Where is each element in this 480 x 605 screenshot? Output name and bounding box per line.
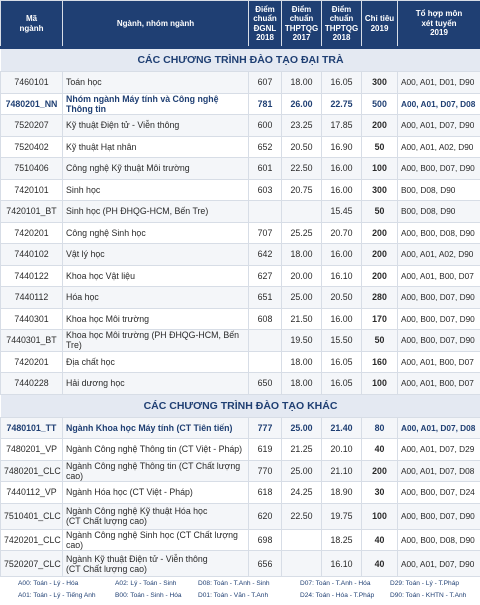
cell-quota: 300 [362,179,398,201]
cell-thpt-2017: 18.00 [282,373,322,395]
table-body [1,48,480,577]
header-thpt-2017: Điểm chuẩn THPTQG 2017 [282,1,322,48]
header-quota: Chỉ tiêu 2019 [362,1,398,48]
cell-dgnl: 620 [249,503,282,529]
cell-thpt-2018: 16.05 [322,351,362,373]
cell-thpt-2017 [282,201,322,223]
cell-thpt-2017: 18.00 [282,72,322,94]
cell-thpt-2017: 20.00 [282,265,322,287]
cell-thpt-2018: 20.10 [322,439,362,461]
cell-code: 7460101 [1,72,63,94]
table-row [1,460,480,482]
section-title: CÁC CHƯƠNG TRÌNH ĐÀO TẠO KHÁC [1,394,480,417]
cell-thpt-2017: 23.25 [282,115,322,137]
cell-combo: A00, A01, A02, D90 [398,244,480,266]
cell-code: 7440112_VP [1,482,63,504]
table-row [1,330,480,352]
cell-combo: A00, A01, D01, D90 [398,72,480,94]
cell-quota: 50 [362,201,398,223]
cell-combo: B00, D08, D90 [398,201,480,223]
cell-combo: A00, A01, D07, D08 [398,417,480,439]
cell-code: 7480201_CLC [1,460,63,482]
cell-thpt-2017: 25.25 [282,222,322,244]
cell-quota: 50 [362,330,398,352]
cell-dgnl: 770 [249,460,282,482]
cell-thpt-2018: 22.75 [322,93,362,115]
cell-combo: A00, A01, D07, D08 [398,93,480,115]
cell-code: 7420101_BT [1,201,63,223]
cell-name: Ngành Khoa học Máy tính (CT Tiên tiến) [63,417,249,439]
cell-quota: 40 [362,439,398,461]
cell-dgnl: 618 [249,482,282,504]
table-row [1,439,480,461]
cell-combo: A00, B00, D07, D90 [398,287,480,309]
cell-thpt-2017: 21.50 [282,308,322,330]
table-row [1,158,480,180]
cell-combo: A00, A01, D07, D29 [398,439,480,461]
cell-thpt-2017: 19.50 [282,330,322,352]
cell-code: 7420201 [1,351,63,373]
header-thpt-2018: Điểm chuẩn THPTQG 2018 [322,1,362,48]
cell-quota: 170 [362,308,398,330]
cell-thpt-2018: 18.25 [322,529,362,551]
cell-combo: A00, B00, D07, D90 [398,330,480,352]
table-row [1,351,480,373]
cell-name: Ngành Công nghệ Thông tin (CT Việt - Pháp) [63,439,249,461]
cell-name: Hóa học [63,287,249,309]
cell-dgnl: 608 [249,308,282,330]
cell-quota: 40 [362,551,398,577]
cell-code: 7440301_BT [1,330,63,352]
cell-dgnl: 619 [249,439,282,461]
cell-name: Hải dương học [63,373,249,395]
cell-name: Công nghệ Kỹ thuật Môi trường [63,158,249,180]
cell-thpt-2018: 19.75 [322,503,362,529]
cell-quota: 160 [362,351,398,373]
cell-thpt-2018: 16.00 [322,179,362,201]
table-header [1,1,480,48]
cell-thpt-2017: 21.25 [282,439,322,461]
cell-code: 7440228 [1,373,63,395]
cell-name: Ngành Công nghệ Sinh học (CT Chất lượng cao) [63,529,249,551]
cell-combo: A00, A01, B00, D07 [398,373,480,395]
cell-combo: A00, B00, D07, D90 [398,158,480,180]
cell-code: 7440301 [1,308,63,330]
cell-dgnl: 707 [249,222,282,244]
cell-thpt-2017: 25.00 [282,460,322,482]
cell-dgnl: 603 [249,179,282,201]
cell-code: 7420201 [1,222,63,244]
cell-thpt-2018: 16.10 [322,551,362,577]
cell-thpt-2018: 18.90 [322,482,362,504]
cell-thpt-2017: 24.25 [282,482,322,504]
cell-thpt-2017 [282,529,322,551]
cell-thpt-2018: 16.00 [322,244,362,266]
cell-dgnl: 642 [249,244,282,266]
cell-dgnl: 601 [249,158,282,180]
table-row [1,529,480,551]
cell-name: Vật lý học [63,244,249,266]
table-row [1,115,480,137]
table-row [1,417,480,439]
cell-name: Địa chất học [63,351,249,373]
cell-thpt-2017: 25.00 [282,417,322,439]
cell-combo: A00, A01, D07, D08 [398,460,480,482]
cell-combo: A00, B00, D08, D90 [398,222,480,244]
section-title: CÁC CHƯƠNG TRÌNH ĐÀO TẠO ĐẠI TRÀ [1,48,480,72]
header-name: Ngành, nhóm ngành [63,1,249,48]
cell-thpt-2017: 22.50 [282,503,322,529]
cell-quota: 100 [362,373,398,395]
cell-thpt-2018: 16.05 [322,72,362,94]
cell-thpt-2018: 20.50 [322,287,362,309]
cell-dgnl [249,351,282,373]
legend-item: D29: Toán - Lý - T.Pháp [390,580,460,587]
cell-thpt-2017: 20.50 [282,136,322,158]
table-row [1,265,480,287]
cell-quota: 200 [362,222,398,244]
table-row [1,72,480,94]
table-row [1,222,480,244]
cell-thpt-2017: 26.00 [282,93,322,115]
cell-combo: A00, B00, D07, D90 [398,308,480,330]
cell-dgnl: 656 [249,551,282,577]
cell-code: 7520207 [1,115,63,137]
cell-code: 7420101 [1,179,63,201]
table-row [1,179,480,201]
cell-combo: A00, B00, D08, D90 [398,529,480,551]
cell-name: Kỹ thuật Hạt nhân [63,136,249,158]
header-code: Mã ngành [1,1,63,48]
cell-thpt-2018: 15.45 [322,201,362,223]
table-row [1,244,480,266]
cell-name: Khoa học Môi trường (PH ĐHQG-HCM, Bến Tre) [63,330,249,352]
cell-thpt-2018: 16.05 [322,373,362,395]
cell-code: 7520207_CLC [1,551,63,577]
cell-name: Khoa học Vật liệu [63,265,249,287]
cell-dgnl: 651 [249,287,282,309]
cell-name: Ngành Công nghệ Thông tin (CT Chất lượng cao) [63,460,249,482]
cell-dgnl: 627 [249,265,282,287]
cell-thpt-2018: 17.85 [322,115,362,137]
table-row [1,551,480,577]
cell-name: Nhóm ngành Máy tính và Công nghệ Thông tin [63,93,249,115]
cell-dgnl: 781 [249,93,282,115]
cell-quota: 280 [362,287,398,309]
cell-name: Công nghệ Sinh học [63,222,249,244]
cell-code: 7510401_CLC [1,503,63,529]
cell-code: 7420201_CLC [1,529,63,551]
cell-name: Ngành Kỹ thuật Điện tử - Viễn thông (CT Chất lượng cao) [63,551,249,577]
cell-quota: 50 [362,136,398,158]
cell-thpt-2017 [282,551,322,577]
cell-code: 7440102 [1,244,63,266]
cell-thpt-2018: 16.10 [322,265,362,287]
cell-name: Ngành Công nghệ Kỹ thuật Hóa học (CT Chất lượng cao) [63,503,249,529]
cell-quota: 200 [362,115,398,137]
cell-code: 7510406 [1,158,63,180]
section-header [1,394,480,417]
legend-item: D01: Toán - Văn - T.Anh [198,592,269,599]
cell-name: Ngành Hóa học (CT Việt - Pháp) [63,482,249,504]
legend-item: D08: Toán - T.Anh - Sinh [198,580,270,587]
header-dgnl: Điểm chuẩn ĐGNL 2018 [249,1,282,48]
cell-combo: A00, A01, D07, D90 [398,551,480,577]
cell-quota: 100 [362,503,398,529]
table-row [1,482,480,504]
cell-quota: 100 [362,158,398,180]
header-combo: Tổ hợp môn xét tuyển 2019 [398,1,480,48]
legend-item: A02: Lý - Toán - Sinh [115,580,177,587]
cell-dgnl: 607 [249,72,282,94]
cell-name: Sinh học (PH ĐHQG-HCM, Bến Tre) [63,201,249,223]
subject-combination-legend [0,578,480,605]
cell-thpt-2018: 20.70 [322,222,362,244]
cell-thpt-2017: 18.00 [282,244,322,266]
cell-thpt-2017: 25.00 [282,287,322,309]
legend-item: B00: Toán - Sinh - Hóa [115,592,182,599]
cell-quota: 500 [362,93,398,115]
cell-quota: 30 [362,482,398,504]
cell-combo: A00, B00, D07, D90 [398,503,480,529]
table-row [1,308,480,330]
cell-thpt-2017: 22.50 [282,158,322,180]
cell-quota: 40 [362,529,398,551]
cell-code: 7440122 [1,265,63,287]
cell-thpt-2018: 15.50 [322,330,362,352]
table-row [1,136,480,158]
table-row [1,201,480,223]
legend-item: D90: Toán - KHTN - T.Anh [390,592,467,599]
cell-dgnl: 698 [249,529,282,551]
section-header [1,48,480,72]
cell-name: Khoa học Môi trường [63,308,249,330]
cell-quota: 200 [362,265,398,287]
cell-thpt-2018: 16.00 [322,158,362,180]
cell-code: 7480201_VP [1,439,63,461]
cell-thpt-2017: 18.00 [282,351,322,373]
table-row [1,93,480,115]
legend-item: D07: Toán - T.Anh - Hóa [300,580,371,587]
cell-dgnl: 600 [249,115,282,137]
cell-code: 7480201_NN [1,93,63,115]
table-row [1,287,480,309]
cell-thpt-2018: 16.00 [322,308,362,330]
table-row [1,503,480,529]
cell-code: 7520402 [1,136,63,158]
cell-combo: A00, B00, D07, D24 [398,482,480,504]
cell-dgnl [249,201,282,223]
cell-dgnl: 652 [249,136,282,158]
cell-combo: B00, D08, D90 [398,179,480,201]
cell-thpt-2017: 20.75 [282,179,322,201]
cell-quota: 200 [362,244,398,266]
cell-thpt-2018: 16.90 [322,136,362,158]
cell-quota: 200 [362,460,398,482]
cell-dgnl: 650 [249,373,282,395]
cell-name: Toán học [63,72,249,94]
table-row [1,373,480,395]
legend-item: A00: Toán - Lý - Hóa [18,580,79,587]
cell-name: Sinh học [63,179,249,201]
cell-quota: 300 [362,72,398,94]
legend-item: A01: Toán - Lý - Tiếng Anh [18,592,96,599]
cell-code: 7480101_TT [1,417,63,439]
cell-combo: A00, A01, D07, D90 [398,115,480,137]
cell-quota: 80 [362,417,398,439]
legend-item: D24: Toán - Hóa - T.Pháp [300,592,375,599]
cell-combo: A00, A01, B00, D07 [398,265,480,287]
cell-dgnl: 777 [249,417,282,439]
cell-combo: A00, A01, B00, D07 [398,351,480,373]
cell-thpt-2018: 21.10 [322,460,362,482]
cell-combo: A00, A01, A02, D90 [398,136,480,158]
cell-code: 7440112 [1,287,63,309]
cell-thpt-2018: 21.40 [322,417,362,439]
cell-name: Kỹ thuật Điện tử - Viễn thông [63,115,249,137]
cell-dgnl [249,330,282,352]
